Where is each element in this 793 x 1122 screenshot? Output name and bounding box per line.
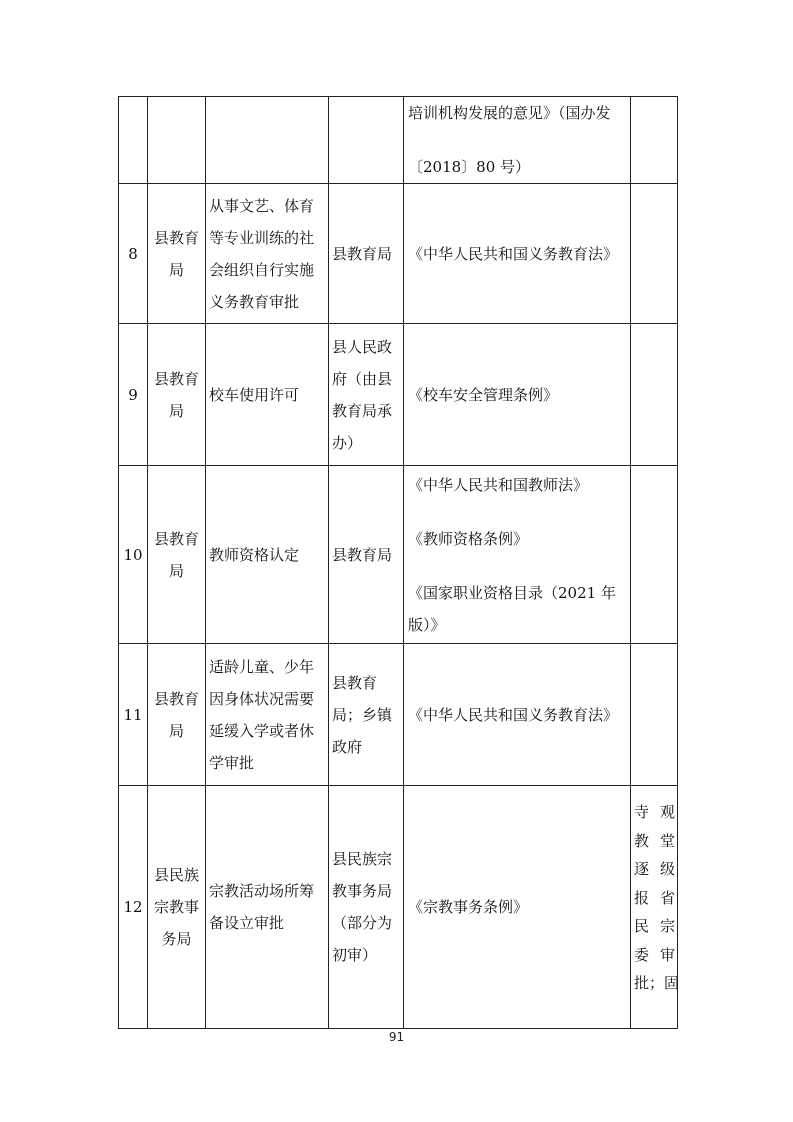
table-row (119, 644, 678, 786)
legal-basis-line: 《校车安全管理条例》 (408, 385, 559, 404)
item-name-cell (206, 184, 329, 324)
remark-line (634, 855, 675, 884)
legal-basis-line: 培训机构发展的意见》（国办发 (408, 104, 611, 122)
department-cell-text: 县民族 宗教事 务局 (153, 866, 199, 948)
table-row (119, 786, 678, 1029)
remark-cell (631, 97, 678, 184)
item-name-cell-text: 教师资格认定 (209, 545, 300, 564)
implementer-cell (329, 644, 404, 786)
legal-basis-cell (404, 786, 631, 1029)
table-row (119, 324, 678, 466)
item-name-cell (206, 786, 329, 1029)
department-cell (148, 644, 206, 786)
row-number-cell-text: 10 (123, 545, 143, 564)
legal-basis-line: 《国家职业资格目录（2021 年 版）》 (408, 583, 616, 634)
legal-basis-cell (404, 324, 631, 466)
implementer-cell (329, 97, 404, 184)
remark-cell (631, 644, 678, 786)
approval-items-table (118, 96, 678, 1029)
item-name-cell-text: 校车使用许可 (209, 385, 300, 404)
legal-basis-cell (404, 184, 631, 324)
remark-line (634, 912, 675, 941)
department-cell (148, 786, 206, 1029)
row-number-cell-text: 11 (123, 705, 143, 724)
remark-char: 批； (634, 974, 665, 992)
implementer-cell-text: 县人民政 府（由县 教育局承 办） (332, 337, 393, 452)
row-number-cell (119, 324, 148, 466)
row-number-cell (119, 466, 148, 644)
department-cell (148, 97, 206, 184)
row-number-cell-text: 12 (123, 898, 143, 916)
legal-basis-cell (404, 97, 631, 184)
department-cell-text: 县教育 局 (153, 369, 199, 420)
department-cell (148, 466, 206, 644)
implementer-cell (329, 324, 404, 466)
remark-char: 民 (634, 917, 650, 935)
remark-cell (631, 466, 678, 644)
page-number: 91 (388, 1030, 405, 1044)
remark-char: 观 (659, 803, 675, 821)
department-cell-text: 县教育 局 (153, 228, 199, 279)
department-cell (148, 184, 206, 324)
remark-cell (631, 324, 678, 466)
table-row (119, 97, 678, 184)
basis-spacer (408, 501, 626, 523)
row-number-cell-text: 8 (128, 244, 138, 263)
remark-char: 宗 (659, 917, 675, 935)
department-cell-text: 县教育 局 (153, 689, 199, 740)
legal-basis-line: 《中华人民共和国教师法》 (408, 475, 589, 494)
remark-char: 报 (634, 888, 650, 907)
legal-basis-line: 《中华人民共和国义务教育法》 (408, 705, 619, 724)
row-number-cell (119, 644, 148, 786)
item-name-cell (206, 97, 329, 184)
implementer-cell (329, 466, 404, 644)
legal-basis-line: 〔2018〕80 号） (408, 158, 531, 176)
item-name-cell (206, 644, 329, 786)
remark-char: 堂 (659, 831, 675, 850)
legal-basis-cell (404, 644, 631, 786)
implementer-cell-text: 县教育局 (332, 545, 393, 564)
implementer-cell-text: 县教育 局；乡镇 政府 (332, 673, 393, 756)
legal-basis-cell (404, 466, 631, 644)
table-row (119, 184, 678, 324)
remark-cell (631, 184, 678, 324)
implementer-cell (329, 786, 404, 1029)
legal-basis-line: 《教师资格条例》 (408, 529, 529, 548)
department-cell (148, 324, 206, 466)
row-number-cell (119, 184, 148, 324)
remark-cell (631, 786, 678, 1029)
legal-basis-line: 《宗教事务条例》 (408, 898, 529, 916)
remark-char: 寺 (634, 803, 650, 821)
item-name-cell-text: 从事文艺、体育 等专业训练的社 会组织自行实施 义务教育审批 (209, 196, 315, 311)
row-number-cell (119, 786, 148, 1029)
basis-spacer (408, 555, 626, 577)
remark-line (634, 827, 675, 856)
basis-spacer (408, 129, 626, 151)
remark-line (634, 884, 675, 913)
remark-char: 逐 (634, 860, 650, 878)
item-name-cell-text: 宗教活动场所筹 备设立审批 (209, 882, 315, 932)
row-number-cell (119, 97, 148, 184)
remark-char: 级 (659, 860, 675, 878)
remark-char: 教 (634, 831, 650, 850)
row-number-cell-text: 9 (128, 385, 138, 404)
remark-char: 审 (659, 945, 675, 964)
department-cell-text: 县教育 局 (153, 529, 199, 580)
legal-basis-line: 《中华人民共和国义务教育法》 (408, 244, 619, 263)
remark-char: 固 (664, 974, 680, 992)
implementer-cell (329, 184, 404, 324)
table-row (119, 466, 678, 644)
item-name-cell (206, 466, 329, 644)
remark-char: 省 (659, 888, 675, 907)
implementer-cell-text: 县民族宗 教事务局 （部分为 初审） (332, 850, 393, 964)
remark-line (634, 798, 675, 827)
remark-line (634, 941, 675, 970)
remark-char: 委 (634, 945, 650, 964)
item-name-cell (206, 324, 329, 466)
remark-text-block (634, 798, 680, 998)
item-name-cell-text: 适龄儿童、少年 因身体状况需要 延缓入学或者休 学审批 (209, 657, 315, 772)
implementer-cell-text: 县教育局 (332, 244, 393, 263)
remark-line (634, 969, 680, 998)
